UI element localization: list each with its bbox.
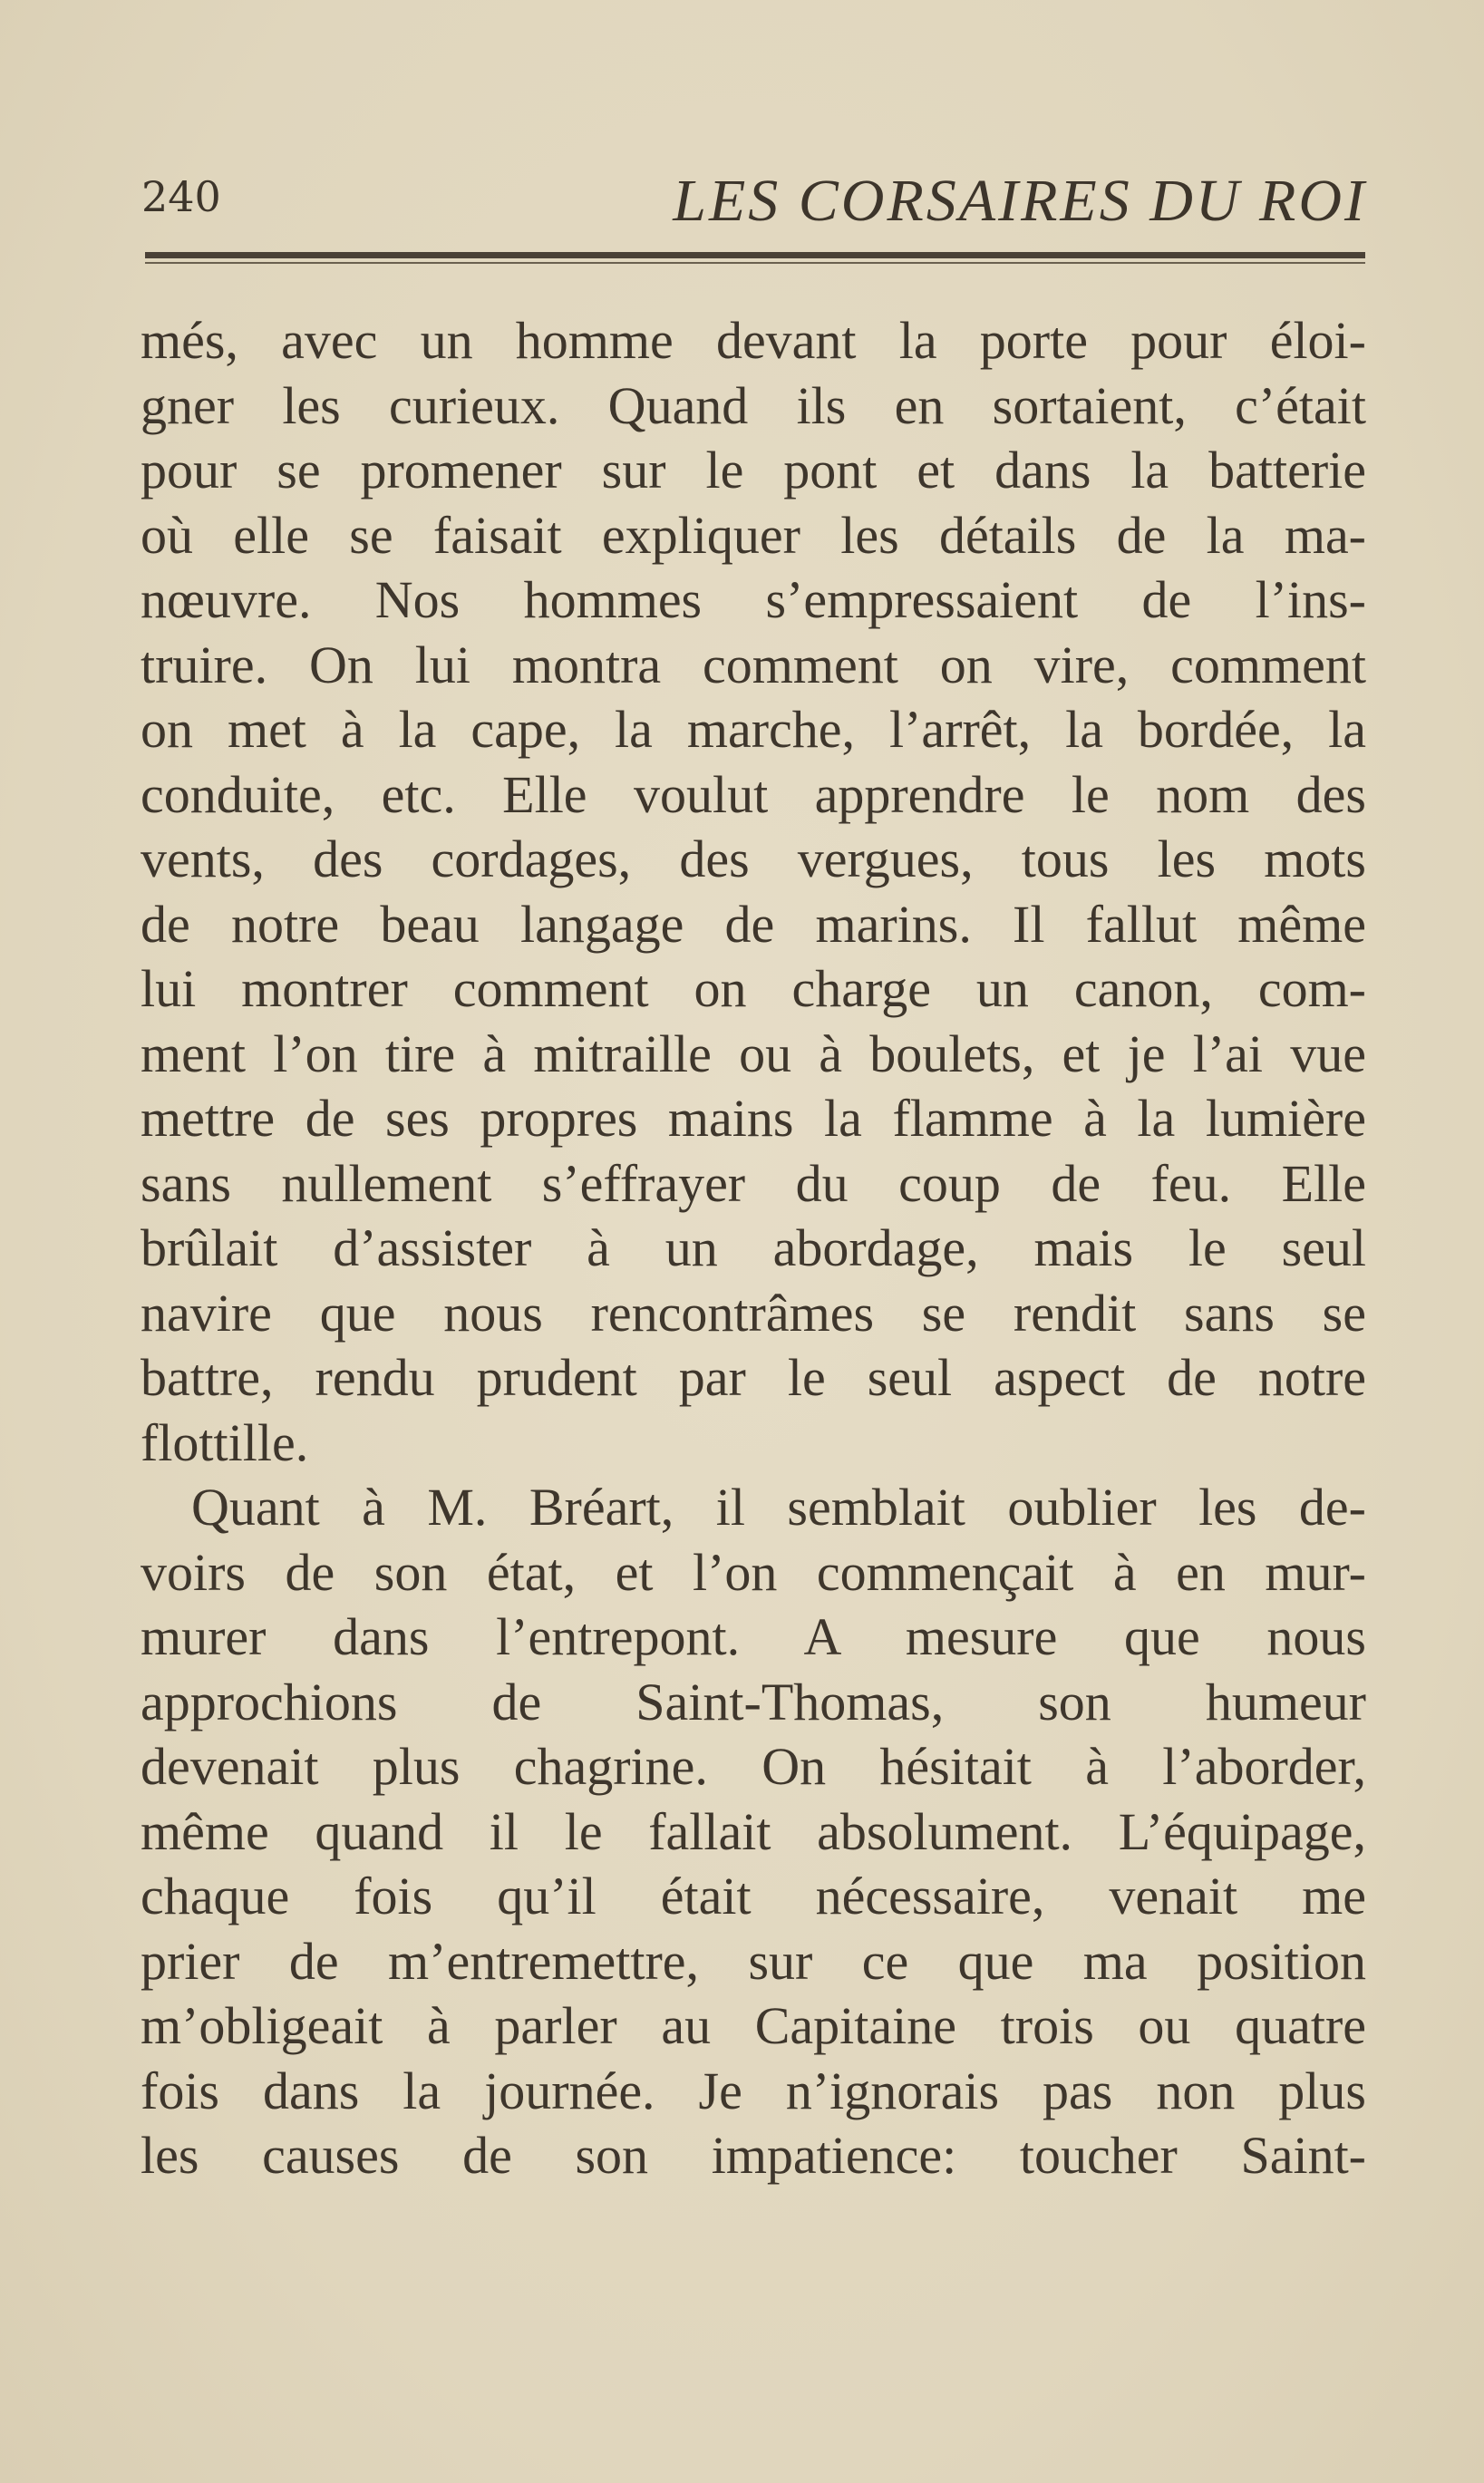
text-line: approchions de Saint-Thomas, son humeur (141, 1672, 1366, 1731)
text-line: fois dans la journée. Je n’ignorais pas non plus (141, 2061, 1366, 2120)
text-line: mettre de ses propres mains la flamme à la lumière (141, 1089, 1366, 1148)
text-line: murer dans l’entrepont. A mesure que nous (141, 1607, 1366, 1666)
text-line: navire que nous rencontrâmes se rendit sans se (141, 1283, 1366, 1343)
body-text (141, 308, 1366, 2188)
text-line: voirs de son état, et l’on commençait à en mur- (141, 1542, 1366, 1602)
page-header (141, 163, 1367, 236)
text-line: même quand il le fallait absolument. L’équipage, (141, 1801, 1366, 1861)
text-line: ment l’on tire à mitraille ou à boulets, et je l’ai vue (141, 1023, 1366, 1083)
header-rule (145, 252, 1365, 258)
text-line: gner les curieux. Quand ils en sortaient, c’était (141, 375, 1366, 435)
text-line: chaque fois qu’il était nécessaire, venait me (141, 1867, 1366, 1925)
paragraph-start-line: Quant à M. Bréart, il semblait oublier les de- (191, 1478, 1366, 1537)
text-line: flottille. (141, 1412, 309, 1472)
text-line: lui montrer comment on charge un canon, com- (141, 959, 1366, 1018)
text-line: brûlait d’assister à un abordage, mais le seul (141, 1218, 1366, 1277)
text-line: où elle se faisait expliquer les détails de la ma- (141, 505, 1366, 565)
text-line: conduite, etc. Elle voulut apprendre le nom des (141, 764, 1366, 824)
text-line: sans nullement s’effrayer du coup de feu. Elle (141, 1153, 1366, 1213)
text-line: pour se promener sur le pont et dans la batterie (141, 441, 1366, 500)
text-line: on met à la cape, la marche, l’arrêt, la bordée, la (141, 700, 1366, 759)
page-number: 240 (141, 172, 221, 221)
text-line: més, avec un homme devant la porte pour éloi- (141, 311, 1366, 370)
running-title: LES CORSAIRES DU ROI (673, 168, 1367, 234)
text-line: nœuvre. Nos hommes s’empressaient de l’ins- (141, 570, 1366, 629)
header-rule-thin (145, 262, 1365, 264)
text-line: m’obligeait à parler au Capitaine trois ou quatre (141, 1996, 1366, 2055)
text-line: truire. On lui montra comment on vire, comment (141, 635, 1366, 694)
text-line: de notre beau langage de marins. Il fallut même (141, 894, 1366, 954)
text-line: battre, rendu prudent par le seul aspect de notre (141, 1348, 1366, 1407)
text-line: vents, des cordages, des vergues, tous les mots (141, 829, 1366, 888)
text-line: devenait plus chagrine. On hésitait à l’aborder, (141, 1737, 1366, 1796)
text-line: les causes de son impatience: toucher Saint- (141, 2126, 1366, 2185)
text-line: prier de m’entremettre, sur ce que ma position (141, 1931, 1366, 1991)
